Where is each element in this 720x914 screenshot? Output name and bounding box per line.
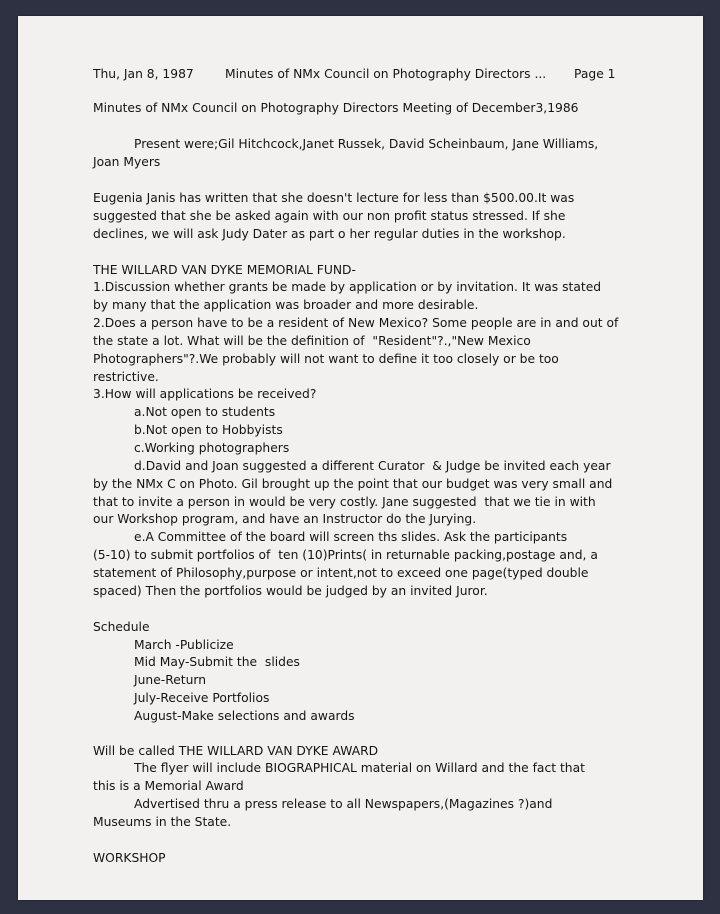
paragraph-line: restrictive. — [93, 370, 159, 384]
attendees-line: Present were;Gil Hitchcock,Janet Russek, David Scheinbaum, Jane Williams, — [134, 137, 599, 151]
list-item: c.Working photographers — [134, 441, 290, 455]
schedule-item: March -Publicize — [134, 638, 234, 652]
paragraph-line: this is a Memorial Award — [93, 779, 244, 793]
paragraph-line: Will be called THE WILLARD VAN DYKE AWARD — [93, 744, 379, 758]
paragraph-line: Advertised thru a press release to all Newspapers,(Magazines ?)and — [134, 797, 553, 811]
list-item: a.Not open to students — [134, 405, 276, 419]
paragraph-line: declines, we will ask Judy Dater as part o her regular duties in the workshop. — [93, 227, 566, 241]
schedule-item: July-Receive Portfolios — [134, 691, 270, 705]
schedule-item: August-Make selections and awards — [134, 709, 355, 723]
paragraph-line: that to invite a person in would be very costly. Jane suggested that we tie in with — [93, 495, 596, 509]
paragraph-line: Eugenia Janis has written that she doesn't lecture for less than $500.00.It was — [93, 191, 575, 205]
section-heading: Schedule — [93, 620, 150, 634]
paragraph-line: The flyer will include BIOGRAPHICAL material on Willard and the fact that — [134, 761, 585, 775]
paragraph-line: Museums in the State. — [93, 815, 232, 829]
schedule-item: June-Return — [134, 673, 207, 687]
list-item: d.David and Joan suggested a different Curator & Judge be invited each year — [134, 459, 611, 473]
paragraph-line: suggested that she be asked again with our non profit status stressed. If she — [93, 209, 566, 223]
section-heading: THE WILLARD VAN DYKE MEMORIAL FUND- — [93, 263, 356, 277]
paragraph-line: by many that the application was broader and more desirable. — [93, 298, 479, 312]
paragraph-line: spaced) Then the portfolios would be judged by an invited Juror. — [93, 584, 488, 598]
header-page-number: Page 1 — [574, 67, 616, 81]
header-date: Thu, Jan 8, 1987 — [93, 67, 194, 81]
list-item: e.A Committee of the board will screen ths slides. Ask the participants — [134, 530, 568, 544]
meeting-title: Minutes of NMx Council on Photography Directors Meeting of December3,1986 — [93, 101, 579, 115]
paragraph-line: by the NMx C on Photo. Gil brought up the point that our budget was very small and — [93, 477, 613, 491]
paragraph-line: the state a lot. What will be the definition of "Resident"?.,"New Mexico — [93, 334, 531, 348]
section-heading: WORKSHOP — [93, 851, 166, 865]
paragraph-line: (5-10) to submit portfolios of ten (10)Prints( in returnable packing,postage and, a — [93, 548, 598, 562]
paragraph-line: 3.How will applications be received? — [93, 387, 317, 401]
paragraph-line: 2.Does a person have to be a resident of New Mexico? Some people are in and out of — [93, 316, 619, 330]
paragraph-line: Photographers"?.We probably will not want to define it too closely or be too — [93, 352, 559, 366]
schedule-item: Mid May-Submit the slides — [134, 655, 300, 669]
paragraph-line: 1.Discussion whether grants be made by application or by invitation. It was stated — [93, 280, 602, 294]
header-title: Minutes of NMx Council on Photography Directors ... — [225, 67, 547, 81]
paragraph-line: our Workshop program, and have an Instructor do the Jurying. — [93, 512, 477, 526]
list-item: b.Not open to Hobbyists — [134, 423, 283, 437]
paragraph-line: statement of Philosophy,purpose or intent,not to exceed one page(typed double — [93, 566, 589, 580]
attendees-line: Joan Myers — [93, 155, 161, 169]
